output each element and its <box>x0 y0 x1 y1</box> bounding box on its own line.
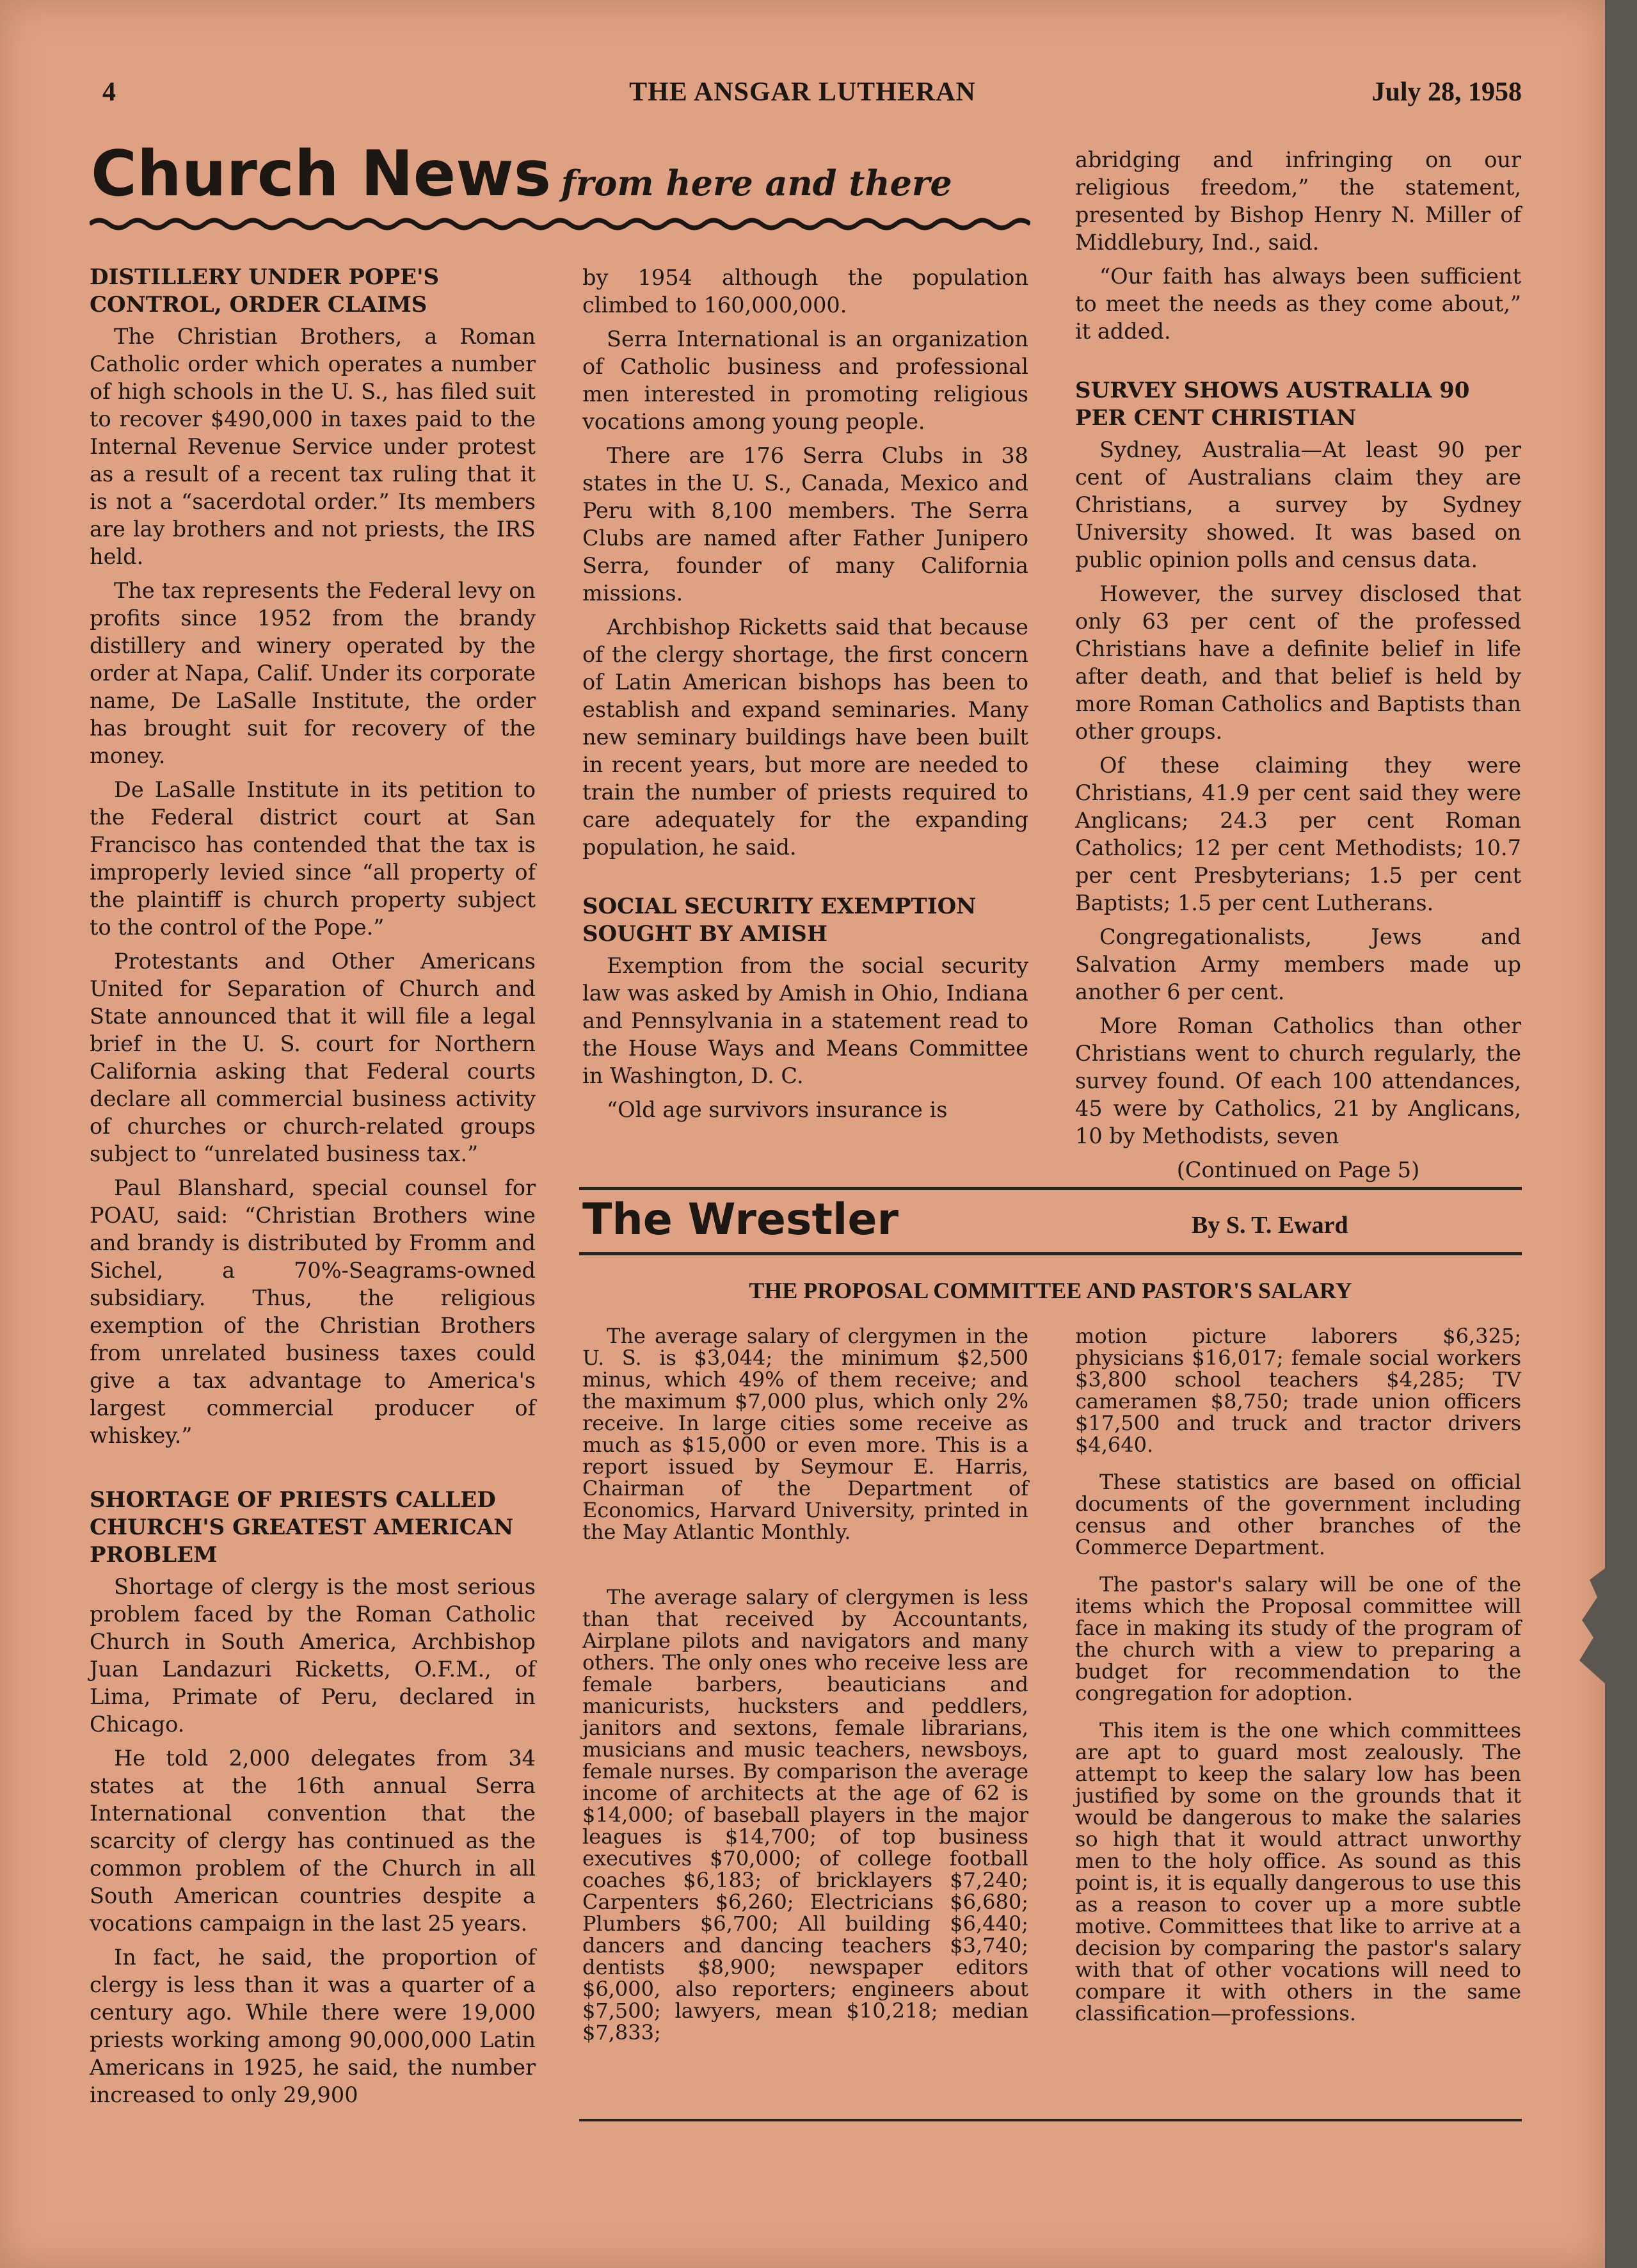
wavy-divider <box>90 214 1030 234</box>
paragraph: This item is the one which committees are apt to guard most zealously. The attempt to keep the salary low has been justified by some on the grounds that it would be dangerous to make the salaries so high that it would attract unworthy men to the holy office. As sound as this point is, it is equally dangerous to use this as a reason to cover up a more subtle motive. Committees that like to arrive at a decision by comparing the pastor's salary with that of other vocations will need to compare it with others in the same classification—professions. <box>1075 1718 1521 2025</box>
headline-amish: SOCIAL SECURITY EXEMPTION SOUGHT BY AMISH <box>582 894 977 947</box>
paragraph: More Roman Catholics than other Christians went to church regularly, the survey found. Of each 100 attendances, 45 were by Catholics, 21 by Anglicans, 10 by Methodists, seven <box>1075 1013 1521 1148</box>
paragraph: “Old age survivors insurance is <box>607 1097 948 1122</box>
wrestler-top-rule <box>579 1187 1522 1190</box>
column-3 <box>1075 146 1521 1190</box>
paragraph: Sydney, Australia—At least 90 per cent of Australians claim they are Christians, a survey by Sydney University showed. It was based on public opinion polls and census data. <box>1075 437 1521 572</box>
issue-date: July 28, 1958 <box>1371 77 1522 107</box>
page-number: 4 <box>102 77 116 107</box>
paragraph: The tax represents the Federal levy on profits since 1952 from the brandy distillery and winery operated by the order at Napa, Calif. Under its corporate name, De LaSalle Institute, the order has brought suit for recovery of the money. <box>90 578 536 768</box>
headline-australia: SURVEY SHOWS AUSTRALIA 90 PER CENT CHRISTIAN <box>1075 378 1470 431</box>
wrestler-title-rule <box>579 1252 1522 1255</box>
paragraph: The Christian Brothers, a Roman Catholic order which operates a number of high schools in the U. S., has filed suit to recover $490,000 in taxes paid to the Internal Revenue Service under protest as a result of a recent tax ruling that it is not a “sacerdotal order.” Its members are lay brothers and not priests, the IRS held. <box>90 324 536 569</box>
torn-edge <box>1579 1568 1605 1684</box>
publication-name: THE ANSGAR LUTHERAN <box>629 77 976 107</box>
continued-note: (Continued on Page 5) <box>1176 1157 1420 1182</box>
paragraph: These statistics are based on official documents of the government including census and other branches of the Commerce Department. <box>1075 1470 1521 1559</box>
paragraph: Archbishop Ricketts said that because of the clergy shortage, the first concern of Latin American bishops has been to establish and expand seminaries. Many new seminary buildings have been built in recent years, but more are needed to train the number of priests required to care adequately for the expanding population, he said. <box>582 615 1028 860</box>
wrestler-column-right <box>1075 1325 1521 2039</box>
paragraph: However, the survey disclosed that only 63 per cent of the professed Christians have a definite belief in life after death, and that belief is held by more Roman Catholics and Baptists than other groups. <box>1075 581 1521 744</box>
wrestler-column-left <box>582 1325 1028 2059</box>
paragraph: The pastor's salary will be one of the items which the Proposal committee will face in making its study of the program of the church with a view to preparing a budget for recommendation to the congregation for adoption. <box>1075 1572 1521 1705</box>
paragraph: Congregationalists, Jews and Salvation Army members made up another 6 per cent. <box>1075 924 1521 1004</box>
section-title <box>91 138 952 211</box>
paragraph: motion picture laborers $6,325; physicians $16,017; female social workers $3,800 school teachers $4,285; TV cameramen $8,750; trade union officers $17,500 and truck and tractor drivers $4,640. <box>1075 1324 1521 1457</box>
headline-distillery: DISTILLERY UNDER POPE'S CONTROL, ORDER CLAIMS <box>90 264 440 318</box>
wrestler-headline: THE PROPOSAL COMMITTEE AND PASTOR'S SALARY <box>749 1278 1352 1303</box>
headline-shortage: SHORTAGE OF PRIESTS CALLED CHURCH'S GREATEST AMERICAN PROBLEM <box>90 1487 514 1568</box>
column-1 <box>90 264 536 2115</box>
paragraph: The average salary of clergymen is less than that received by Accountants, Airplane pilots and navigators and many others. The only ones who receive less are female barbers, beauticians and manicurists, hucksters and peddlers, janitors and sextons, female librarians, musicians and music teachers, newsboys, female nurses. By comparison the average income of architects at the age of 62 is $14,000; of baseball players in the major leagues is $14,700; of top business executives $70,000; of college football coaches $6,183; of bricklayers $7,240; Carpenters $6,260; Electricians $6,680; Plumbers $6,700; All building $6,440; dancers and dancing teachers $3,740; dentists $8,900; newspaper editors $6,000, also reporters; engineers about $7,500; lawyers, mean $10,218; median $7,833; <box>582 1585 1028 2045</box>
paragraph: In fact, he said, the proportion of clergy is less than it was a quarter of a century ago. While there were 19,000 priests working among 90,000,000 Latin Americans in 1925, he said, the number increased to only 29,900 <box>90 1945 536 2107</box>
wrestler-byline: By S. T. Eward <box>1192 1212 1348 1239</box>
paragraph: De LaSalle Institute in its petition to the Federal district court at San Francisco has contended that the tax is improperly levied since “all property of the plaintiff is church property subject to the control of the Pope.” <box>90 777 536 940</box>
wrestler-title: The Wrestler <box>582 1194 898 1245</box>
section-title-main: Church News <box>91 138 552 211</box>
section-title-sub: from here and there <box>561 163 952 204</box>
paragraph: He told 2,000 delegates from 34 states at the 16th annual Serra International convention that the scarcity of clergy has continued as the common problem of the Church in all South American countries despite a vocations campaign in the last 25 years. <box>90 1746 536 1936</box>
wrestler-bottom-rule <box>579 2119 1522 2121</box>
paragraph: “Our faith has always been sufficient to meet the needs as they come about,” it added. <box>1075 264 1521 344</box>
paragraph: Shortage of clergy is the most serious problem faced by the Roman Catholic Church in South America, Archbishop Juan Landazuri Ricketts, O.F.M., of Lima, Primate of Peru, declared in Chicago. <box>90 1574 536 1737</box>
paragraph: abridging and infringing on our religious freedom,” the statement, presented by Bishop Henry N. Miller of Middlebury, Ind., said. <box>1075 147 1521 255</box>
paragraph: Paul Blanshard, special counsel for POAU, said: “Christian Brothers wine and brandy is distributed by Fromm and Sichel, a 70%-Seagrams-owned subsidiary. Thus, the religious exemption of the Christian Brothers from unrelated business taxes could give a tax advantage to America's largest commercial producer of whiskey.” <box>90 1175 536 1448</box>
paragraph: by 1954 although the population climbed to 160,000,000. <box>582 265 1028 318</box>
paragraph: Exemption from the social security law was asked by Amish in Ohio, Indiana and Pennsylvania in a statement read to the House Ways and Means Committee in Washington, D. C. <box>582 953 1028 1088</box>
paragraph: Protestants and Other Americans United for Separation of Church and State announced that it will file a legal brief in the U. S. court for Northern California asking that Federal courts declare all commercial business activity of churches or church-related groups subject to “unrelated business tax.” <box>90 949 536 1166</box>
column-2 <box>582 264 1028 1130</box>
paragraph: The average salary of clergymen in the U. S. is $3,044; the minimum $2,500 minus, which 49% of them receive; and the maximum $7,000 plus, which only 2% receive. In large cities some receive as much as $15,000 or even more. This is a report issued by Seymour E. Harris, Chairman of the Department of Economics, Harvard University, printed in the May Atlantic Monthly. <box>582 1324 1028 1544</box>
paragraph: There are 176 Serra Clubs in 38 states in the U. S., Canada, Mexico and Peru with 8,100 members. The Serra Clubs are named after Father Junipero Serra, founder of many California missions. <box>582 443 1028 606</box>
paragraph: Of these claiming they were Christians, 41.9 per cent said they were Anglicans; 24.3 per cent Roman Catholics; 12 per cent Methodists; 10.7 per cent Presbyterians; 1.5 per cent Baptists; 1.5 per cent Lutherans. <box>1075 753 1521 915</box>
paragraph: Serra International is an organization of Catholic business and professional men interested in promoting religious vocations among young people. <box>582 326 1028 434</box>
